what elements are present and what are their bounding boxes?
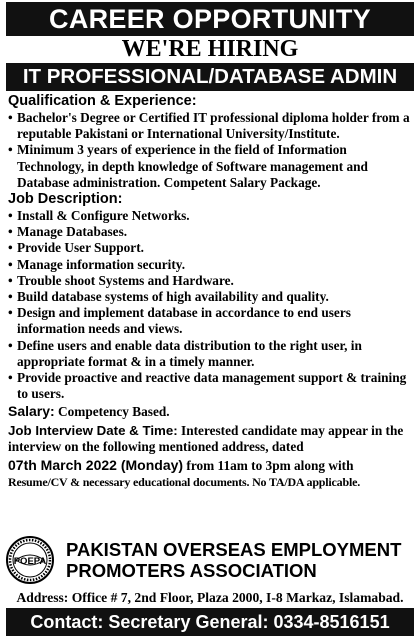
job-item: • Provide User Support. <box>8 240 414 256</box>
job-item: • Install & Configure Networks. <box>8 208 414 224</box>
job-item: • Manage Databases. <box>8 224 414 240</box>
job-item: • Build database systems of high availability and quality. <box>8 289 414 305</box>
salary-value: Competency Based. <box>58 404 170 420</box>
job-item: • Manage information security. <box>8 257 414 273</box>
interview-date: 07th March 2022 (Monday) <box>8 457 184 474</box>
job-item: • Define users and enable data distribution to the right user, in appropriate format & in a timely manner. <box>8 338 414 370</box>
hiring-heading: WE'RE HIRING <box>121 36 299 62</box>
job-description-list <box>8 208 414 402</box>
interview-text: Interested candidate may appear in the interview on the following mentioned address, dated <box>8 422 404 454</box>
interview-info <box>8 423 414 455</box>
interview-time: from 11am to 3pm along with <box>186 458 354 474</box>
qualification-item: • Minimum 3 years of experience in the field of Information Technology, in depth knowledge of Software management and Database administration. Competent Salary Package. <box>8 142 414 191</box>
job-description-heading: Job Description: <box>8 191 123 208</box>
position-title-banner: IT PROFESSIONAL/DATABASE ADMIN <box>6 63 414 91</box>
qualification-heading: Qualification & Experience: <box>8 93 197 109</box>
job-item: • Trouble shoot Systems and Hardware. <box>8 273 414 289</box>
logo-text: POEPA <box>13 556 47 567</box>
qualification-item: • Bachelor's Degree or Certified IT professional diploma holder from a reputable Pakistani or International University/Institute. <box>8 110 414 142</box>
organization-name <box>66 539 401 581</box>
qualification-list <box>8 110 414 191</box>
organization-address: Address: Office # 7, 2nd Floor, Plaza 2000, I-8 Markaz, Islamabad. <box>16 590 404 605</box>
job-item: • Design and implement database in accordance to end users information needs and views. <box>8 305 414 337</box>
ad-title-banner: CAREER OPPORTUNITY <box>6 2 414 36</box>
job-item: • Provide proactive and reactive data management support & training to users. <box>8 370 414 402</box>
interview-date-line <box>8 457 414 474</box>
interview-documents: Resume/CV & necessary educational documents. No TA/DA applicable. <box>8 475 361 490</box>
organization-name-line2: PROMOTERS ASSOCIATION <box>66 560 317 581</box>
poepa-logo <box>6 536 54 584</box>
salary-line <box>8 403 414 420</box>
contact-banner: Contact: Secretary General: 0334-8516151 <box>6 608 414 636</box>
organization-block <box>6 536 414 586</box>
interview-label: Job Interview Date & Time: <box>8 422 178 438</box>
ad-body <box>8 93 414 490</box>
organization-name-line1: PAKISTAN OVERSEAS EMPLOYMENT <box>66 539 402 560</box>
salary-label: Salary: <box>8 403 55 420</box>
